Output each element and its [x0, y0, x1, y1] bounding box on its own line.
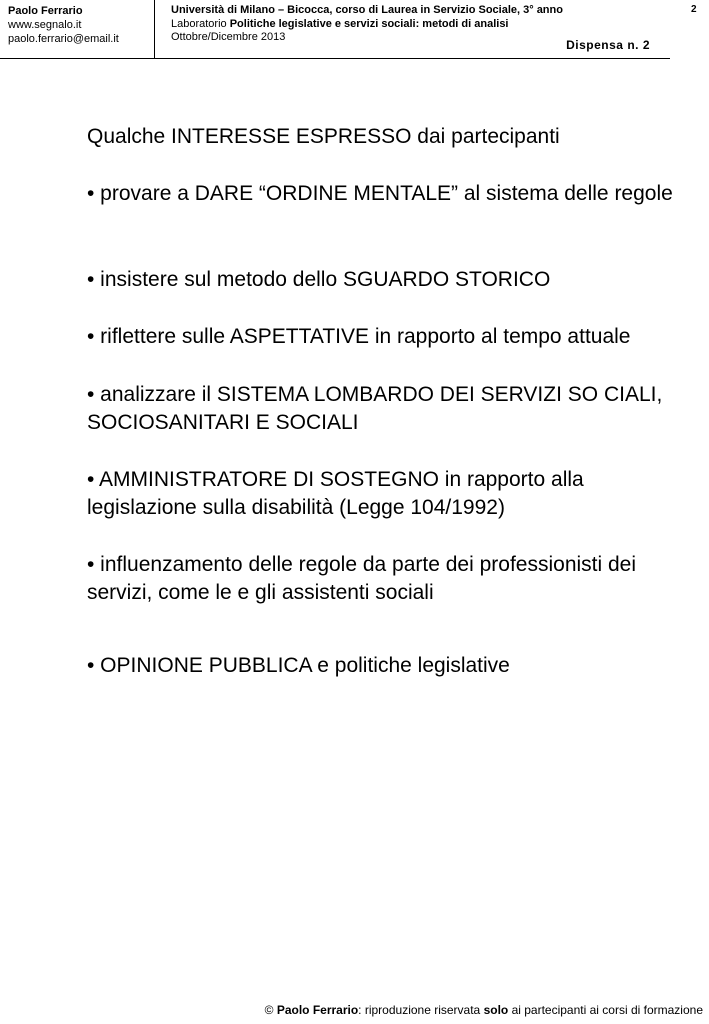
author-name: Paolo Ferrario — [8, 5, 83, 17]
list-item: • influenzamento delle regole da parte dei professionisti dei servizi, come le e gli assistenti sociali — [87, 553, 637, 604]
footer-emphasis: solo — [483, 1003, 509, 1017]
page-number: 2 — [691, 4, 697, 15]
page-header — [0, 0, 697, 59]
author-info — [8, 4, 153, 46]
content-heading: Qualche INTERESSE ESPRESSO dai partecipanti — [87, 125, 560, 148]
author-website[interactable]: www.segnalo.it — [8, 19, 82, 31]
list-item: • riflettere sulle ASPETTATIVE in rapporto al tempo attuale — [87, 325, 631, 348]
list-item: • analizzare il SISTEMA LOMBARDO DEI SERVIZI SO CIALI, SOCIOSANITARI E SOCIALI — [87, 383, 663, 434]
footer-text-before: : riproduzione riservata — [358, 1003, 484, 1017]
page-footer — [265, 1003, 703, 1017]
course-lab-title: Politiche legislative e servizi sociali: metodi di analisi — [229, 17, 509, 30]
slide-content — [87, 123, 687, 680]
course-lab — [171, 18, 656, 32]
course-university: Università di Milano – Bicocca, corso di Laurea in Servizio Sociale, 3° anno — [171, 4, 563, 16]
footer-text-after: ai partecipanti ai corsi di formazione — [508, 1003, 703, 1017]
course-period: Ottobre/Dicembre 2013 — [171, 31, 286, 43]
list-item: • AMMINISTRATORE DI SOSTEGNO in rapporto alla legislazione sulla disabilità (Legge 104/1992) — [87, 468, 584, 519]
list-item: • OPINIONE PUBBLICA e politiche legislative — [87, 654, 510, 677]
list-item: • insistere sul metodo dello SGUARDO STORICO — [87, 268, 551, 291]
course-lab-prefix: Laboratorio — [171, 17, 230, 30]
author-email[interactable]: paolo.ferrario@email.it — [8, 33, 119, 45]
handout-number: Dispensa n. 2 — [566, 38, 650, 52]
list-item: • provare a DARE “ORDINE MENTALE” al sistema delle regole — [87, 182, 673, 205]
footer-copyright: © — [264, 1003, 277, 1017]
header-divider — [154, 0, 155, 58]
footer-author: Paolo Ferrario — [276, 1003, 359, 1017]
